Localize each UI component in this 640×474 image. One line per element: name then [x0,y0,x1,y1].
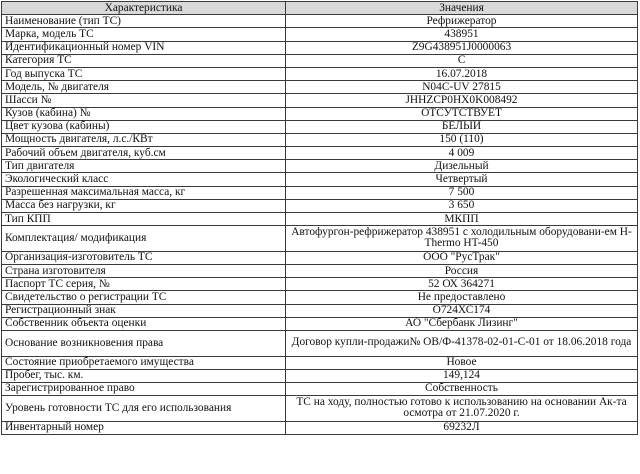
table-row [2,41,638,54]
row-value: 438951 [286,28,638,41]
row-label: Масса без нагрузки, кг [2,199,286,212]
row-value: Четвертый [286,173,638,186]
table-row [2,160,638,173]
row-label: Идентификационный номер VIN [2,41,286,54]
row-label: Цвет кузова (кабины) [2,120,286,133]
row-value: 4 009 [286,147,638,160]
table-header-row [2,2,638,15]
table-row [2,133,638,146]
row-value: 3 650 [286,199,638,212]
row-label: Комплектация/ модификация [2,226,286,252]
row-label: Рабочий объем двигателя, куб.см [2,147,286,160]
row-value: Рефрижератор [286,15,638,28]
header-values: Значения [286,2,638,15]
row-value: 69232Л [286,421,638,434]
table-row [2,54,638,67]
row-value: 52 ОХ 364271 [286,278,638,291]
table-row [2,147,638,160]
row-label: Организация-изготовитель ТС [2,251,286,264]
table-row [2,291,638,304]
row-value: 149,124 [286,369,638,382]
row-label: Марка, модель ТС [2,28,286,41]
table-row [2,173,638,186]
row-label: Тип двигателя [2,160,286,173]
row-value: Дизельный [286,160,638,173]
row-label: Состояние приобретаемого имущества [2,356,286,369]
row-value: ТС на ходу, полностью готово к использованию на основании Ак-та осмотра от 21.07.2020 г. [286,396,638,422]
table-row [2,213,638,226]
row-label: Регистрационный знак [2,304,286,317]
table-row [2,421,638,434]
row-label: Мощность двигателя, л.с./КВт [2,133,286,146]
row-value: Не предоставлено [286,291,638,304]
row-label: Уровень готовности ТС для его использования [2,396,286,422]
row-value: Договор купли-продажи№ ОВ/Ф-41378-02-01-С-01 от 18.06.2018 года [286,330,638,356]
row-value: JHHZCP0HX0K008492 [286,94,638,107]
row-label: Пробег, тыс. км. [2,369,286,382]
row-label: Кузов (кабина) № [2,107,286,120]
row-value: С [286,54,638,67]
row-value: АО "Сбербанк Лизинг" [286,317,638,330]
table-row [2,67,638,80]
row-label: Разрешенная максимальная масса, кг [2,186,286,199]
row-value: О724ХС174 [286,304,638,317]
row-value: 150 (110) [286,133,638,146]
table-row [2,28,638,41]
row-value: 7 500 [286,186,638,199]
table-row [2,15,638,28]
row-value: Собственность [286,382,638,395]
table-row [2,278,638,291]
row-label: Основание возникновения права [2,330,286,356]
table-row [2,186,638,199]
table-row [2,317,638,330]
header-characteristic: Характеристика [2,2,286,15]
table-row [2,251,638,264]
row-label: Собственник объекта оценки [2,317,286,330]
row-label: Экологический класс [2,173,286,186]
table-row [2,81,638,94]
row-value: Автофургон-рефрижератор 438951 с холодильным оборудовани-ем H-Thermo HT-450 [286,226,638,252]
table-row [2,396,638,422]
vehicle-characteristics-table [1,1,638,435]
row-value: ОТСУТСТВУЕТ [286,107,638,120]
vehicle-characteristics-table-wrap [1,1,637,435]
row-label: Модель, № двигателя [2,81,286,94]
table-row [2,226,638,252]
row-label: Наименование (тип ТС) [2,15,286,28]
row-value: МКПП [286,213,638,226]
row-value: Z9G438951J0000063 [286,41,638,54]
row-label: Страна изготовителя [2,264,286,277]
row-value: 16.07.2018 [286,67,638,80]
table-row [2,107,638,120]
table-row [2,382,638,395]
row-label: Тип КПП [2,213,286,226]
table-row [2,264,638,277]
row-value: N04C-UV 27815 [286,81,638,94]
row-label: Шасси № [2,94,286,107]
table-row [2,304,638,317]
row-label: Категория ТС [2,54,286,67]
row-label: Паспорт ТС серия, № [2,278,286,291]
row-label: Свидетельство о регистрации ТС [2,291,286,304]
table-row [2,369,638,382]
row-label: Год выпуска ТС [2,67,286,80]
table-row [2,199,638,212]
row-value: Россия [286,264,638,277]
table-row [2,120,638,133]
row-label: Инвентарный номер [2,421,286,434]
row-label: Зарегистрированное право [2,382,286,395]
table-row [2,330,638,356]
row-value: Новое [286,356,638,369]
row-value: ООО "РусТрак" [286,251,638,264]
table-row [2,94,638,107]
table-row [2,356,638,369]
row-value: БЕЛЫЙ [286,120,638,133]
